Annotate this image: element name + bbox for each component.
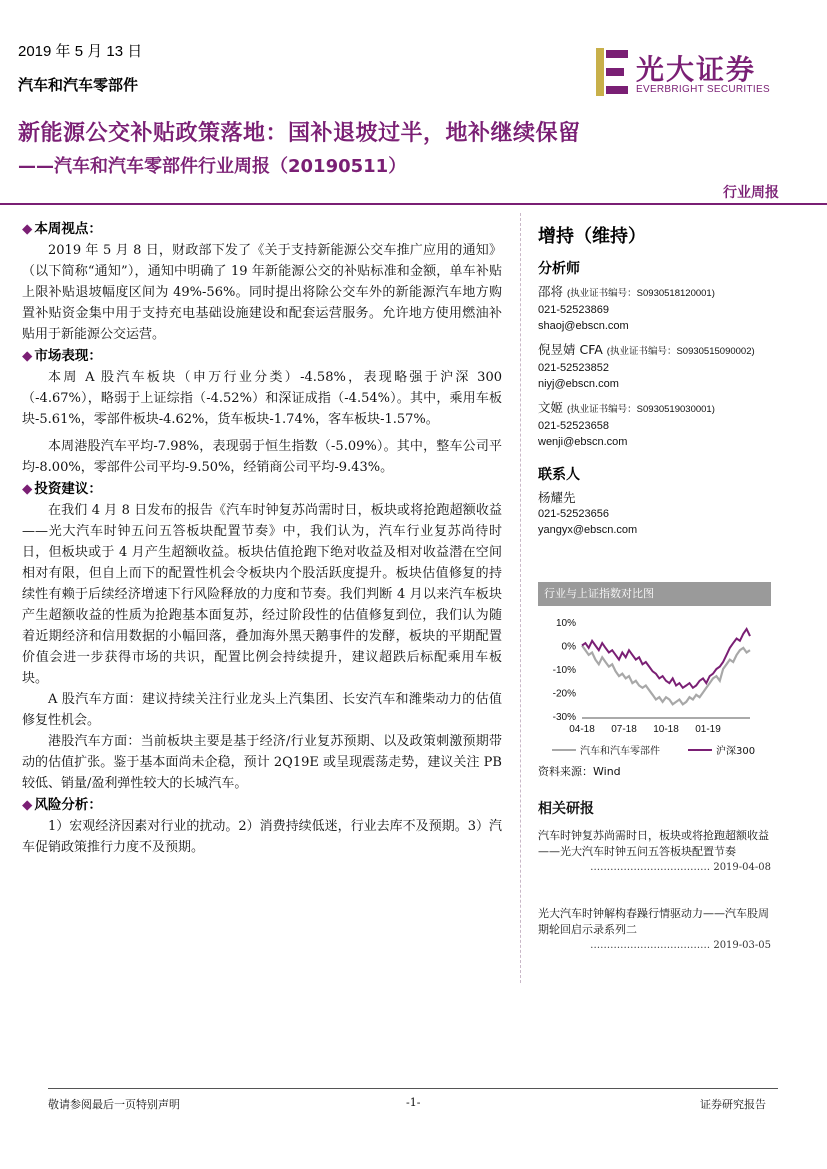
analysts-heading: 分析师 [538, 261, 580, 277]
contact-card [538, 490, 788, 538]
analyst-name: 文姬 [538, 400, 564, 415]
analyst-phone: 021-52523852 [538, 362, 609, 374]
diamond-bullet-icon: ◆ [22, 797, 33, 813]
analyst-email[interactable]: niyj@ebscn.com [538, 378, 619, 390]
section-market [22, 346, 502, 478]
column-divider [520, 213, 521, 983]
report-subtitle: ——汽车和汽车零部件行业周报（20190511） [18, 156, 407, 177]
chart-source: 资料来源：Wind [538, 765, 621, 778]
paragraph: 港股汽车方面：当前板块主要是基于经济/行业复苏预期、以及政策刺激预期带动的估值扩张。鉴于基本面尚未企稳，预计 2Q19E 或呈现震荡走势，建议关注 PB 较低、销量/盈利弹性较大的长城汽车。 [22, 734, 502, 791]
related-report-title[interactable]: 光大汽车时钟解构春躁行情驱动力——汽车股周期轮回启示录系列二 [538, 907, 769, 936]
related-report-item[interactable] [538, 828, 771, 876]
page-number: -1- [406, 1096, 421, 1109]
analyst-card [538, 284, 788, 334]
x-tick-label: 01-19 [695, 724, 721, 735]
section-heading: 市场表现： [34, 348, 102, 364]
y-tick-label: -30% [552, 712, 576, 723]
section-risk [22, 795, 502, 858]
analyst-cert: (执业证书编号：S0930518120001) [567, 288, 715, 299]
sidebar [538, 222, 788, 538]
series-line-0 [582, 646, 750, 705]
series-line-1 [582, 629, 750, 688]
section-heading: 风险分析： [34, 797, 102, 813]
industry-label: 汽车和汽车零部件 [18, 77, 139, 94]
section-advice [22, 479, 502, 794]
related-report-item[interactable] [538, 906, 771, 954]
report-type: 行业周报 [723, 185, 779, 201]
analyst-card [538, 342, 788, 392]
analyst-name: 倪昱婧 CFA [538, 342, 603, 357]
footer-disclaimer: 敬请参阅最后一页特别声明 [48, 1098, 180, 1111]
chart-canvas [538, 606, 771, 782]
x-tick-label: 10-18 [653, 724, 679, 735]
analyst-phone: 021-52523658 [538, 420, 609, 432]
related-heading: 相关研报 [538, 801, 594, 817]
paragraph: 1）宏观经济因素对行业的扰动。2）消费持续低迷，行业去库不及预期。3）汽车促销政策推行力度不及预期。 [22, 819, 502, 855]
y-tick-label: -20% [552, 688, 576, 700]
comparison-chart [538, 582, 771, 782]
report-date: 2019 年 5 月 13 日 [18, 43, 143, 60]
y-tick-label: 10% [555, 618, 576, 629]
paragraph: 在我们 4 月 8 日发布的报告《汽车时钟复苏尚需时日，板块或将抢跑超额收益——光大汽车时钟五问五答板块配置节奏》中，我们认为，汽车行业复苏尚待时日，但板块或于 4 月产生超额收益。板块估值抢跑下绝对收益及相对收益潜在空间相对有限，但自上而下的配置性机会令板块内个股活跃度提升。板块估值修复的持续性有赖于后续经济增速下行风险释放的力度和节奏。我们判断 4 月以来汽车板块产生超额收益的性质为抢跑基本面复苏，经过阶段性的估值修复到位，我们认为随着近期经济和信用数据的小幅回落，叠加海外黑天鹅事件的发酵，板块的平期配置价值会进一步获得市场的共识，配置比例会持续提升，建议超跌后标配乘用车板块。 [22, 503, 502, 686]
paragraph: 2019 年 5 月 8 日，财政部下发了《关于支持新能源公交车推广应用的通知》（以下简称“通知”），通知中明确了 19 年新能源公交的补贴标准和金额，单车补贴上限补贴退坡幅度区间为 49%-56%。同时提出将除公交车外的新能源汽车地方购置补贴资金集中用于支持充电基础设施建设和配套运营服务。允许地方使用燃油补贴用于新能源公交运营。 [22, 243, 502, 342]
y-tick-label: -10% [552, 665, 576, 676]
paragraph: 本周 A 股汽车板块（申万行业分类）-4.58%，表现略强于沪深 300（-4.67%），略弱于上证综指（-4.52%）和深证成指（-4.54%）。其中，乘用车板块-5.61%，零部件板块-4.62%，货车板块-1.74%，客车板块-1.57%。 [22, 370, 502, 427]
y-tick-label: 0% [561, 641, 576, 653]
logo-text-cn: 光大证券 [636, 53, 757, 86]
analyst-cert: (执业证书编号：S0930519030001) [567, 404, 715, 415]
section-viewpoint [22, 219, 502, 345]
diamond-bullet-icon: ◆ [22, 481, 33, 497]
paragraph: 本周港股汽车平均-7.98%，表现弱于恒生指数（-5.09%）。其中，整车公司平均-8.00%，零部件公司平均-9.50%，经销商公司平均-9.43%。 [22, 439, 502, 475]
diamond-bullet-icon: ◆ [22, 348, 33, 364]
diamond-bullet-icon: ◆ [22, 221, 33, 237]
analyst-card [538, 400, 788, 450]
rating: 增持（维持） [538, 226, 646, 247]
analyst-name: 邵将 [538, 284, 564, 299]
logo-mark-icon [592, 46, 632, 98]
x-tick-label: 04-18 [569, 724, 595, 735]
footer-report-label: 证券研究报告 [700, 1098, 766, 1111]
legend-label: 沪深300 [716, 746, 756, 757]
report-title: 新能源公交补贴政策落地：国补退坡过半，地补继续保留 [18, 121, 581, 146]
paragraph: A 股汽车方面：建议持续关注行业龙头上汽集团、长安汽车和潍柴动力的估值修复性机会。 [22, 692, 502, 728]
x-tick-label: 07-18 [611, 724, 637, 735]
analyst-cert: (执业证书编号：S0930515090002) [606, 346, 755, 357]
analyst-phone: 021-52523869 [538, 304, 609, 316]
logo-text-en: EVERBRIGHT SECURITIES [636, 84, 770, 95]
section-heading: 投资建议： [34, 481, 102, 497]
legend-label: 汽车和汽车零部件 [580, 746, 660, 757]
analyst-email[interactable]: wenji@ebscn.com [538, 436, 628, 448]
contact-phone: 021-52523656 [538, 508, 609, 520]
company-logo [592, 46, 782, 98]
contact-email[interactable]: yangyx@ebscn.com [538, 524, 638, 536]
main-content [22, 218, 502, 858]
contact-name: 杨耀先 [538, 490, 576, 505]
related-report-date: ……………………………… 2019-04-08 [590, 862, 771, 873]
analyst-email[interactable]: shaoj@ebscn.com [538, 320, 629, 332]
chart-title: 行业与上证指数对比图 [538, 582, 771, 606]
header-divider [0, 203, 827, 205]
footer-divider [48, 1088, 778, 1089]
related-report-date: ……………………………… 2019-03-05 [590, 940, 771, 951]
contact-heading: 联系人 [538, 467, 580, 483]
section-heading: 本周视点： [34, 221, 102, 237]
related-report-title[interactable]: 汽车时钟复苏尚需时日，板块或将抢跑超额收益——光大汽车时钟五问五答板块配置节奏 [538, 829, 769, 858]
